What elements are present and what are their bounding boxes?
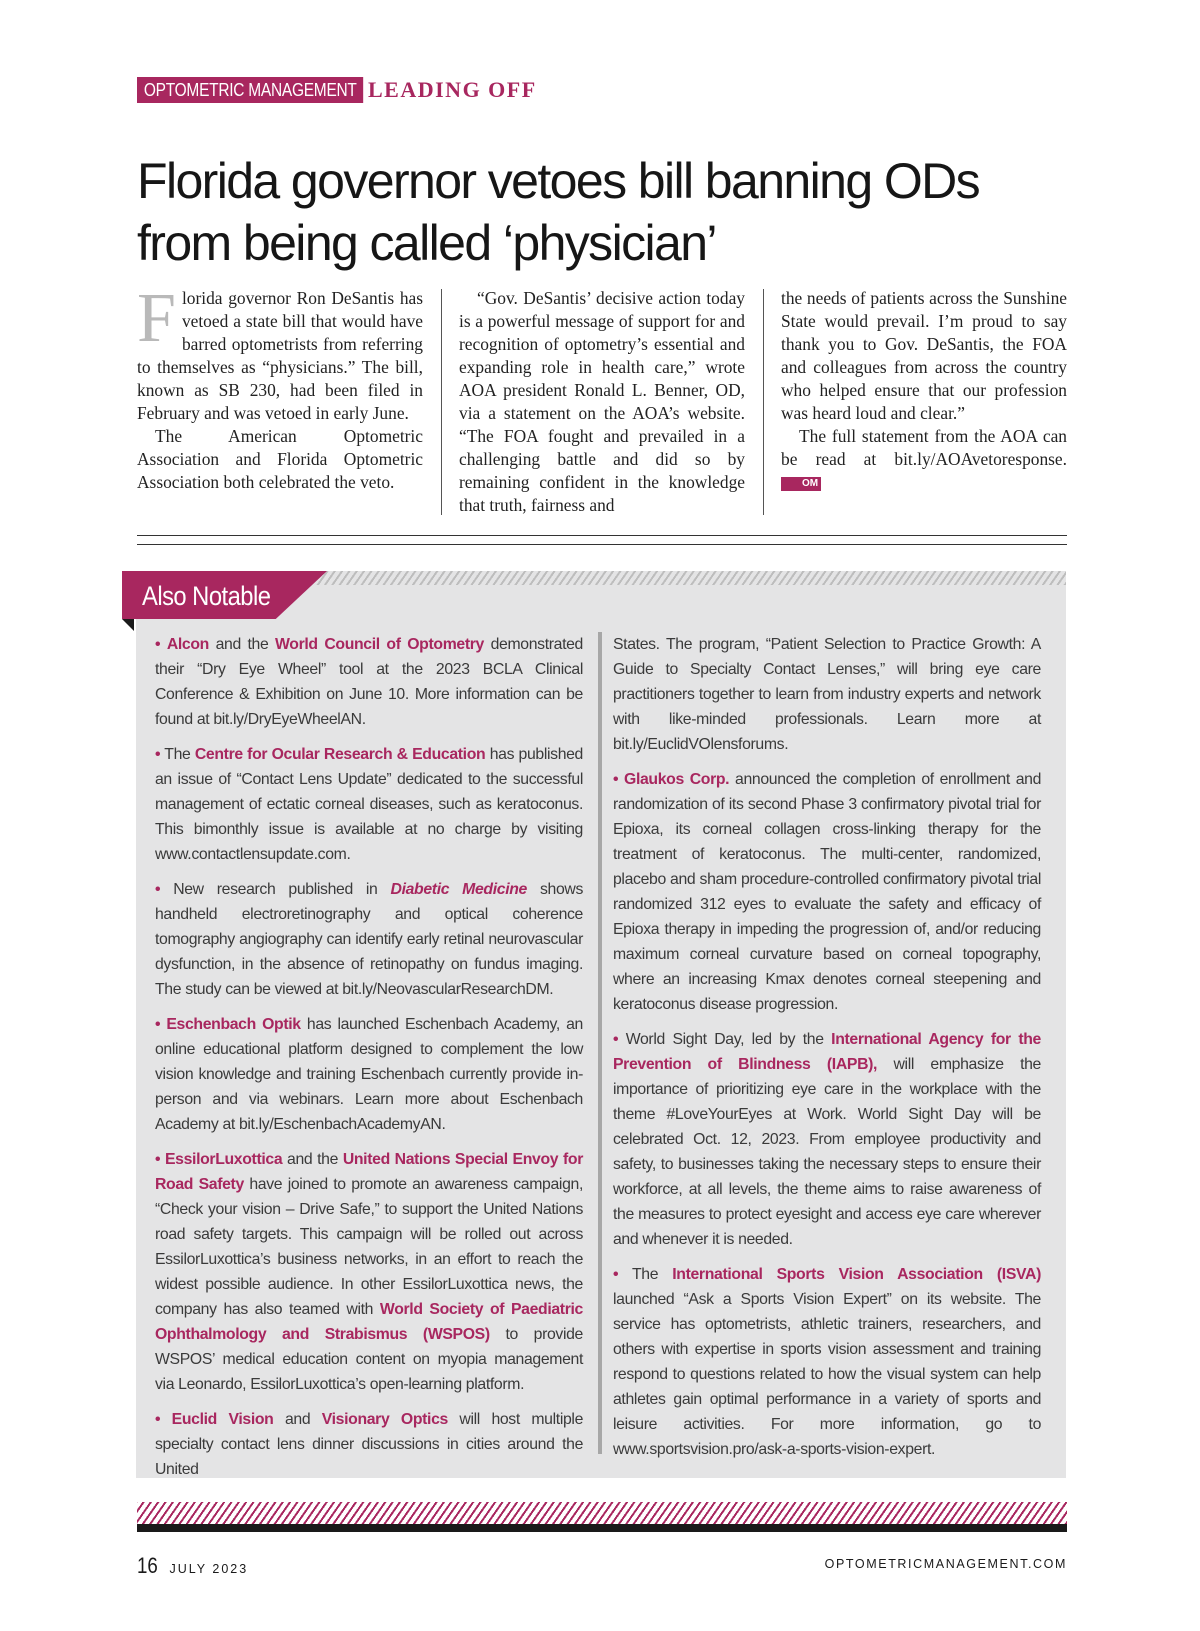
- column-divider: [598, 632, 602, 1454]
- notable-item: • Alcon and the World Council of Optometry demonstrated their “Dry Eye Wheel” tool at the 2023 BCLA Clinical Conference & Exhibition on June 10. More information can be found at bit.ly/DryEyeWheelAN.: [155, 636, 583, 728]
- notable-item: • Euclid Vision and Visionary Optics will host multiple specialty contact lens dinner discussions in cities around the United: [155, 1411, 584, 1478]
- hatch-decoration: [137, 1502, 1067, 1524]
- notable-item: • EssilorLuxottica and the United Nations Special Envoy for Road Safety have joined to promote an awareness campaign, “Check your vision – Drive Safe,” to support the United Nations road safety targets. This campaign will be rolled out across EssilorLuxottica’s business networks, in an effort to reach the widest possible audience. In other EssilorLuxottica news, the company has also teamed with World Society of Paediatric Ophthalmology and Strabismus (WSPOS) to provide WSPOS’ medical education content on myopia management via Leonardo, EssilorLuxottica’s open-learning platform.: [155, 1151, 583, 1393]
- notable-item: • New research published in Diabetic Medicine shows handheld electroretinography and optical coherence tomography angiography can identify early retinal neurovascular dysfunction, in the absence of retinopathy on fundus imaging. The study can be viewed at bit.ly/NeovascularResearchDM.: [155, 881, 584, 998]
- column-divider: [441, 289, 442, 515]
- site-url: OPTOMETRICMANAGEMENT.COM: [824, 1557, 1067, 1571]
- page-footer-left: [137, 1553, 248, 1579]
- article-column-2: [459, 287, 745, 517]
- hatch-decoration: [300, 571, 1066, 585]
- notable-item: • The Centre for Ocular Research & Education has published an issue of “Contact Lens Update” dedicated to the successful management of ectatic corneal diseases, such as keratoconus. This bimonthly issue is available at no charge by visiting www.contactlensupdate.com.: [155, 746, 583, 863]
- notable-item-continued: States. The program, “Patient Selection to Practice Growth: A Guide to Specialty Contact Lenses,” will bring eye care practitioners together to learn from industry experts and network with like-minded professionals. Learn more at bit.ly/EuclidVOlensforums.: [613, 636, 1041, 753]
- article-paragraph: “Gov. DeSantis’ decisive action today is a powerful message of support for and recognition of optometry’s essential and expanding role in health care,” wrote AOA president Ronald L. Benner, OD, via a statement on the AOA’s website. “The FOA fought and prevailed in a challenging battle and did so by remaining confident in the knowledge that truth, fairness and: [459, 288, 745, 515]
- page-number: 16: [137, 1553, 158, 1578]
- article-body: [137, 280, 1067, 517]
- article-headline: Florida governor vetoes bill banning ODs from being called ‘physician’: [137, 153, 980, 271]
- article-paragraph: The American Optometric Association and Florida Optometric Association both celebrated the veto.: [137, 426, 423, 492]
- drop-cap: F: [137, 280, 176, 357]
- section-label: LEADING OFF: [368, 77, 537, 102]
- notable-column-right: [613, 632, 1041, 1472]
- brand-label: OPTOMETRIC MANAGEMENT: [137, 77, 364, 103]
- notable-item: • Eschenbach Optik has launched Eschenbach Academy, an online educational platform designed to complement the low vision knowledge and training Eschenbach currently provide in-person and via webinars. Learn more about Eschenbach Academy at bit.ly/EschenbachAcademyAN.: [155, 1016, 583, 1133]
- column-divider: [763, 289, 764, 515]
- footer-bar: [137, 1524, 1067, 1532]
- end-mark-icon: OM: [781, 477, 821, 491]
- article-column-3: [781, 287, 1067, 517]
- tab-fold: [122, 619, 134, 631]
- masthead: [137, 77, 400, 103]
- also-notable-title: Also Notable: [142, 581, 271, 611]
- article-column-1: [137, 280, 423, 517]
- article-paragraph: the needs of patients across the Sunshine State would prevail. I’m proud to say thank you to Gov. DeSantis, the FOA and colleagues from across the country who helped ensure that our profession was heard loud and clear.”: [781, 288, 1067, 423]
- article-paragraph: lorida governor Ron DeSantis has vetoed a state bill that would have barred optometrists from referring to themselves as “physicians.” The bill, known as SB 230, had been filed in February and was vetoed in early June.: [137, 288, 423, 423]
- notable-item: • The International Sports Vision Association (ISVA) launched “Ask a Sports Vision Expert” on its website. The service has optometrists, athletic trainers, researchers, and others with expertise in sports vision assessment and training respond to questions related to how the visual system can help athletes gain optimal performance in a variety of sports and leisure activities. For more information, go to www.sportsvision.pro/ask-a-sports-vision-expert.: [613, 1266, 1041, 1458]
- issue-date: JULY 2023: [169, 1562, 249, 1576]
- notable-item: • Glaukos Corp. announced the completion of enrollment and randomization of its second Phase 3 confirmatory pivotal trial for Epioxa, its corneal collagen cross-linking therapy for the treatment of keratoconus. The multi-center, randomized, placebo and sham procedure-controlled confirmatory pivotal trial randomized 312 eyes to evaluate the safety and efficacy of Epioxa therapy in impeding the progression of, and/or reducing maximum corneal curvature based on corneal topography, where an increasing Kmax denotes corneal steepening and keratoconus disease progression.: [613, 771, 1041, 1013]
- notable-item: • World Sight Day, led by the International Agency for the Prevention of Blindness (IAPB), will emphasize the importance of prioritizing eye care in the workplace with the theme #LoveYourEyes at Work. World Sight Day will be celebrated Oct. 12, 2023. From employee productivity and safety, to businesses taking the necessary steps to ensure their workforce, at all levels, the theme aims to raise awareness of the measures to protect eyesight and access eye care wherever and whenever it is needed.: [613, 1031, 1041, 1248]
- section-divider: [137, 535, 1067, 545]
- article-paragraph: The full statement from the AOA can be read at bit.ly/AOAvetoresponse.: [781, 426, 1067, 469]
- notable-column-left: [155, 632, 583, 1492]
